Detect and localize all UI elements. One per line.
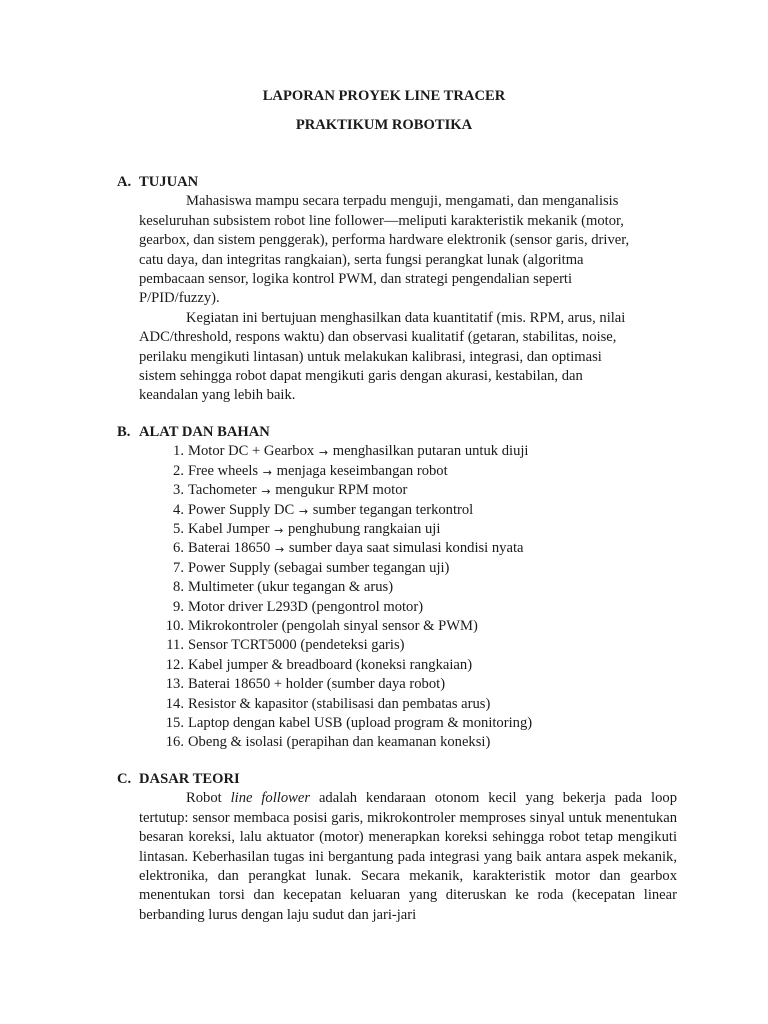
item-purpose: menghasilkan putaran untuk diuji xyxy=(332,443,529,460)
item-purpose: sumber daya saat simulasi kondisi nyata xyxy=(288,540,524,557)
paragraph-line: Mahasiswa mampu secara terpadu menguji, mengamati, dan menganalisis xyxy=(186,193,619,210)
list-item xyxy=(139,539,677,558)
list-item-number: 16. xyxy=(165,734,184,751)
arrow-right-icon: → xyxy=(261,485,271,499)
section-letter: B. xyxy=(117,424,131,440)
arrow-right-icon: → xyxy=(274,524,284,538)
paragraph-line: keseluruhan subsistem robot line follower—meliputi karakteristik mekanik (motor, xyxy=(139,212,624,229)
list-item-number: 10. xyxy=(165,618,184,635)
arrow-right-icon: → xyxy=(318,446,329,460)
list-item-number: 6. xyxy=(173,540,184,557)
section-body xyxy=(139,192,677,405)
item-name: Motor DC + Gearbox xyxy=(188,443,315,460)
section-title: DASAR TEORI xyxy=(139,771,240,787)
list-item-text xyxy=(186,501,473,520)
list-item-number: 11. xyxy=(166,637,184,654)
list-item xyxy=(139,559,677,578)
paragraph-line: perilaku mengikuti lintasan) untuk melakukan kalibrasi, integrasi, dan optimasi xyxy=(139,348,602,365)
list-item-text: Kabel jumper & breadboard (koneksi rangkaian) xyxy=(188,656,473,673)
item-purpose: sumber tegangan terkontrol xyxy=(312,501,474,518)
list-item-text xyxy=(186,481,407,500)
section-heading-tujuan xyxy=(117,173,677,192)
section-body xyxy=(139,789,677,925)
item-name: Tachometer xyxy=(188,482,257,499)
paragraph-line: pembacaan sensor, logika kontrol PWM, dan strategi pengendalian seperti xyxy=(139,271,573,288)
list-item-text: Mikrokontroler (pengolah sinyal sensor & PWM) xyxy=(188,618,478,635)
list-item xyxy=(139,695,677,714)
list-item-text: Obeng & isolasi (perapihan dan keamanan koneksi) xyxy=(188,734,491,751)
italic-term: line follower xyxy=(230,790,311,807)
item-name: Kabel Jumper xyxy=(188,521,270,538)
list-item xyxy=(139,462,677,481)
paragraph-line: ADC/threshold, respons waktu) dan observasi kualitatif (getaran, stabilitas, noise, xyxy=(139,329,617,346)
list-item-text xyxy=(186,520,440,539)
list-item-number: 1. xyxy=(173,443,184,460)
list-item xyxy=(139,520,677,539)
list-item xyxy=(139,598,677,617)
section-title: ALAT DAN BAHAN xyxy=(139,424,270,440)
list-item-number: 13. xyxy=(165,676,184,693)
paragraph xyxy=(139,789,677,925)
list-item-text xyxy=(186,539,523,558)
list-item xyxy=(139,636,677,655)
equipment-list xyxy=(139,442,677,753)
section-heading-dasar-teori xyxy=(117,770,677,789)
list-item-text xyxy=(186,462,448,481)
list-item-number: 15. xyxy=(165,715,184,732)
list-item xyxy=(139,442,677,461)
list-item-number: 5. xyxy=(173,521,184,538)
list-item-text: Resistor & kapasitor (stabilisasi dan pembatas arus) xyxy=(188,695,491,712)
section-tujuan xyxy=(117,173,677,406)
item-name: Free wheels xyxy=(188,462,259,479)
item-purpose: mengukur RPM motor xyxy=(275,482,408,499)
list-item-text: Laptop dengan kabel USB (upload program & monitoring) xyxy=(188,715,533,732)
paragraph-line: keandalan yang lebih baik. xyxy=(139,387,296,404)
list-item-number: 3. xyxy=(173,482,184,499)
document-title: LAPORAN PROYEK LINE TRACER xyxy=(262,88,506,104)
list-item-text: Baterai 18650 + holder (sumber daya robot) xyxy=(188,676,446,693)
list-item-number: 2. xyxy=(173,462,184,479)
document-subtitle: PRAKTIKUM ROBOTIKA xyxy=(295,117,473,133)
section-alat-dan-bahan xyxy=(117,423,677,753)
list-item-text: Sensor TCRT5000 (pendeteksi garis) xyxy=(188,637,405,654)
list-item-text: Multimeter (ukur tegangan & arus) xyxy=(188,579,394,596)
paragraph-line: catu daya, dan integritas rangkaian), serta fungsi perangkat lunak (algoritma xyxy=(139,251,584,268)
list-item-number: 9. xyxy=(173,598,184,615)
item-name: Baterai 18650 xyxy=(188,540,271,557)
arrow-right-icon: → xyxy=(298,504,309,518)
section-letter: C. xyxy=(117,771,132,787)
list-item xyxy=(139,578,677,597)
section-dasar-teori xyxy=(117,770,677,925)
arrow-right-icon: → xyxy=(274,543,285,557)
list-item xyxy=(139,501,677,520)
paragraph-line: Kegiatan ini bertujuan menghasilkan data kuantitatif (mis. RPM, arus, nilai xyxy=(186,309,626,326)
list-item xyxy=(139,617,677,636)
intro-word: Robot xyxy=(186,790,222,807)
list-item-number: 7. xyxy=(173,559,184,576)
list-item-text: Motor driver L293D (pengontrol motor) xyxy=(188,598,424,615)
list-item xyxy=(139,656,677,675)
item-purpose: penghubung rangkaian uji xyxy=(288,521,441,538)
list-item xyxy=(139,675,677,694)
paragraph-text: adalah kendaraan otonom kecil yang bekerja pada loop tertutup: sensor membaca posisi garis, mikrokontroler memproses sinyal untuk menentukan besaran koreksi, lalu aktuator (motor) menerapkan koreksi sehingga robot tetap mengikuti lintasan. Keberhasilan tugas ini bergantung pada integrasi yang baik antara aspek mekanik, elektronika, dan perangkat lunak. Secara mekanik, karakteristik motor dan gearbox menentukan torsi dan kecepatan keluaran yang diteruskan ke roda (kecepatan linear berbanding lurus dengan laju sudut dan jari-jari xyxy=(139,790,677,923)
list-item-number: 4. xyxy=(173,501,184,518)
paragraph-line: sistem sehingga robot dapat mengikuti garis dengan akurasi, kestabilan, dan xyxy=(139,368,583,385)
paragraph-line: P/PID/fuzzy). xyxy=(139,290,220,307)
list-item-text xyxy=(186,442,528,461)
paragraph xyxy=(139,192,677,308)
list-item-number: 8. xyxy=(173,579,184,596)
arrow-right-icon: → xyxy=(262,465,272,479)
list-item xyxy=(139,481,677,500)
list-item-number: 14. xyxy=(165,695,184,712)
list-item-number: 12. xyxy=(165,656,184,673)
list-item-text: Power Supply (sebagai sumber tegangan uji) xyxy=(188,559,450,576)
item-name: Power Supply DC xyxy=(188,501,295,518)
list-item xyxy=(139,733,677,752)
paragraph-line: gearbox, dan sistem penggerak), performa hardware elektronik (sensor garis, driver, xyxy=(139,232,630,249)
section-title: TUJUAN xyxy=(139,174,199,190)
section-letter: A. xyxy=(117,174,132,190)
list-item xyxy=(139,714,677,733)
item-purpose: menjaga keseimbangan robot xyxy=(276,462,448,479)
section-heading-alat-dan-bahan xyxy=(117,423,677,442)
section-body xyxy=(139,442,677,753)
paragraph xyxy=(139,309,677,406)
